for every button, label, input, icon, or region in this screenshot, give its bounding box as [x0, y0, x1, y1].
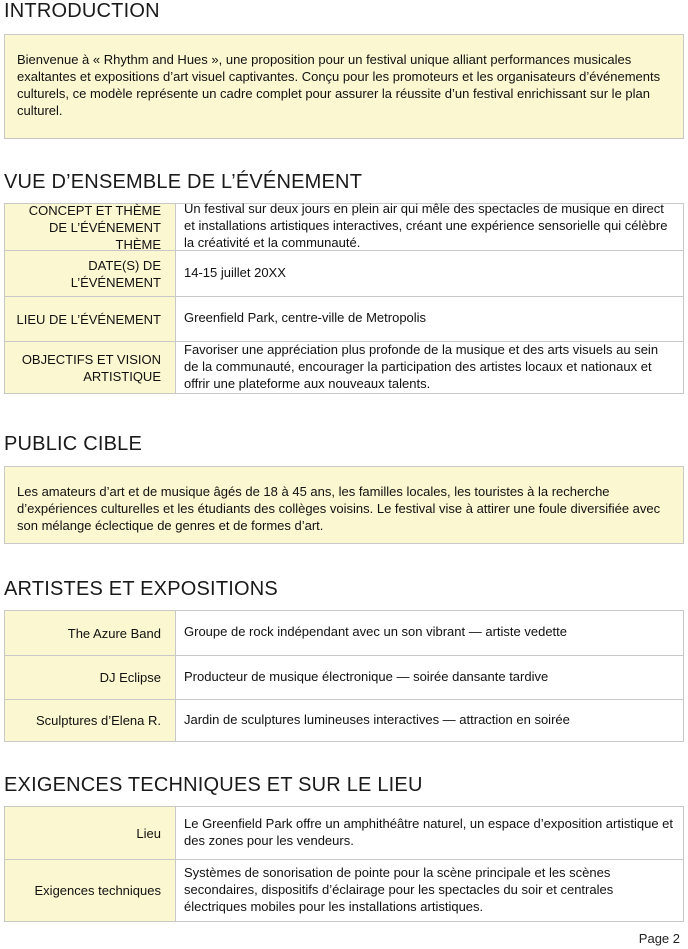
overview-value: Un festival sur deux jours en plein air qui mêle des spectacles de musique en direct et installations artistiques interactives, créant une expérience sensorielle qui célèbre la créativité et la communauté. — [184, 201, 668, 250]
artists-table — [4, 610, 684, 742]
overview-label: CONCEPT ET THÈME DE L’ÉVÉNEMENT THÈME — [5, 204, 176, 250]
section-introduction — [4, 0, 684, 118]
technical-row — [5, 859, 683, 921]
section-title-overview: VUE D’ENSEMBLE DE L’ÉVÉNEMENT — [4, 171, 363, 193]
overview-row — [5, 341, 683, 393]
artist-name: The Azure Band — [5, 611, 176, 655]
section-artists — [4, 578, 684, 728]
overview-label: LIEU DE L’ÉVÉNEMENT — [5, 297, 176, 341]
section-title-introduction: INTRODUCTION — [4, 0, 160, 22]
section-title-technical: EXIGENCES TECHNIQUES ET SUR LE LIEU — [4, 774, 423, 796]
overview-label: DATE(S) DE L’ÉVÉNEMENT — [5, 251, 176, 296]
technical-label: Exigences techniques — [5, 860, 176, 921]
technical-table — [4, 806, 684, 922]
technical-value: Systèmes de sonorisation de pointe pour la scène principale et les scènes secondaires, dispositifs d’éclairage pour les spectacles du soir et centrales électriques mobiles pour les installations artistiques. — [184, 864, 614, 914]
artist-row — [5, 699, 683, 741]
audience-text: Les amateurs d’art et de musique âgés de 18 à 45 ans, les familles locales, les touristes à la recherche d’expériences culturelles et les étudiants des collèges voisins. Le festival vise à attirer une foule diversifiée avec son mélange éclectique de genres et de formes d’art. — [17, 484, 661, 533]
overview-value: Greenfield Park, centre-ville de Metropolis — [184, 310, 427, 325]
overview-table — [4, 203, 684, 394]
section-title-audience: PUBLIC CIBLE — [4, 433, 143, 455]
section-technical — [4, 774, 684, 914]
introduction-text: Bienvenue à « Rhythm and Hues », une proposition pour un festival unique alliant performances musicales exaltantes et expositions d’art visuel captivantes. Conçu pour les promoteurs et les organisateurs d’événements culturels, ce modèle représente un cadre complet pour assurer la réussite d’un festival enrichissant sur le plan culturel. — [17, 52, 661, 118]
overview-value: 14-15 juillet 20XX — [184, 264, 286, 280]
artist-description: Groupe de rock indépendant avec un son vibrant — artiste vedette — [184, 624, 568, 639]
technical-row — [5, 807, 683, 859]
audience-box — [4, 466, 684, 544]
overview-row — [5, 250, 683, 296]
artist-description: Jardin de sculptures lumineuses interactives — attraction en soirée — [184, 711, 570, 727]
artist-name: DJ Eclipse — [5, 656, 176, 699]
artist-row — [5, 655, 683, 699]
page-number: Page 2 — [638, 931, 680, 946]
technical-value: Le Greenfield Park offre un amphithéâtre naturel, un espace d’exposition artistique et des zones pour les vendeurs. — [184, 815, 674, 848]
overview-row — [5, 201, 683, 252]
introduction-box — [4, 34, 684, 139]
technical-label: Lieu — [5, 807, 176, 859]
overview-label: OBJECTIFS ET VISION ARTISTIQUE — [5, 342, 176, 393]
artist-name: Sculptures d’Elena R. — [5, 700, 176, 741]
artist-description: Producteur de musique électronique — soirée dansante tardive — [184, 668, 549, 684]
section-audience — [4, 433, 684, 533]
section-title-artists: ARTISTES ET EXPOSITIONS — [4, 578, 278, 600]
artist-row — [5, 611, 683, 655]
section-overview — [4, 171, 684, 391]
overview-row — [5, 296, 683, 341]
overview-value: Favoriser une appréciation plus profonde de la musique et des arts visuels au sein de la communauté, encourager la participation des artistes locaux et nationaux et offrir une plateforme aux nouveaux talents. — [184, 341, 659, 391]
